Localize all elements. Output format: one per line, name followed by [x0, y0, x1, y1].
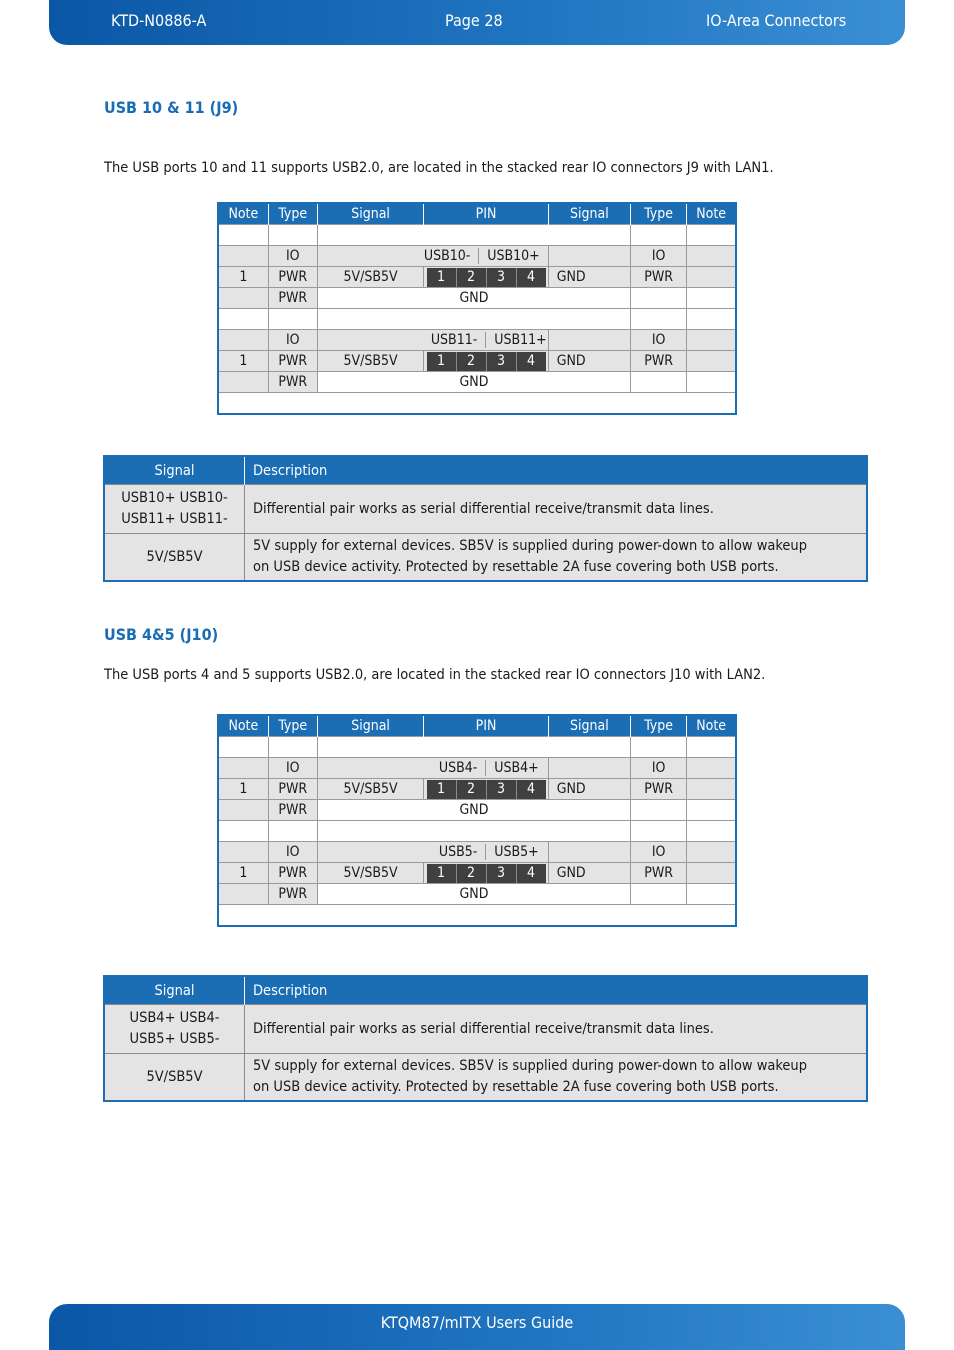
signal-cell: 5V/SB5V — [104, 534, 245, 582]
pin-1: 1 — [427, 268, 457, 287]
signal-cell: 5V/SB5V — [317, 779, 423, 800]
signal-line: USB5+ USB5- — [129, 1031, 220, 1047]
pin-numbers — [424, 351, 548, 372]
col-signal: Signal — [104, 456, 245, 485]
data-plus-signal: USB10+ — [487, 248, 540, 264]
signal-cell-right: GND — [548, 351, 630, 372]
col-signal: Signal — [104, 976, 245, 1005]
type-cell-right: IO — [631, 330, 687, 351]
data-pair-row — [218, 758, 736, 779]
signal-cell: 5V/SB5V — [317, 351, 423, 372]
col-signal-right: Signal — [548, 715, 630, 737]
description-line: on USB device activity. Protected by resettable 2A fuse covering both USB ports. — [253, 559, 779, 575]
col-signal-right: Signal — [548, 203, 630, 225]
data-plus-signal: USB5+ — [494, 844, 539, 860]
pin-3: 3 — [487, 352, 517, 371]
signal-description-table-j10 — [103, 975, 868, 1102]
type-cell: PWR — [268, 884, 317, 905]
col-type-right: Type — [631, 203, 687, 225]
power-row — [218, 267, 736, 288]
power-row — [218, 779, 736, 800]
data-pair-row — [218, 330, 736, 351]
page-number: Page 28 — [445, 11, 503, 30]
page-footer — [49, 1304, 905, 1350]
type-cell-right: PWR — [631, 351, 687, 372]
data-minus-signal: USB10- — [424, 248, 480, 264]
section-intro-usb10-11: The USB ports 10 and 11 supports USB2.0, are located in the stacked rear IO connectors J9 with LAN1. — [104, 160, 774, 176]
col-pin: PIN — [424, 203, 548, 225]
power-row — [218, 863, 736, 884]
table-row — [104, 485, 867, 534]
type-cell: PWR — [268, 267, 317, 288]
description-line: 5V supply for external devices. SB5V is supplied during power-down to allow wakeup — [253, 538, 807, 554]
table-row — [104, 1054, 867, 1102]
data-pair-row — [218, 246, 736, 267]
pin-3: 3 — [487, 864, 517, 883]
type-cell-right: IO — [631, 758, 687, 779]
type-cell: PWR — [268, 863, 317, 884]
note-cell: 1 — [218, 267, 268, 288]
pin-4: 4 — [517, 780, 546, 799]
document-id: KTD-N0886-A — [111, 11, 207, 30]
data-plus-signal: USB11+ — [494, 332, 547, 348]
footer-title: KTQM87/mITX Users Guide — [380, 1313, 574, 1332]
shield-row — [218, 372, 736, 393]
spacer-row — [218, 309, 736, 330]
pin-numbers — [424, 863, 548, 884]
shield-signal: GND — [317, 288, 630, 309]
shield-row — [218, 288, 736, 309]
note-cell: 1 — [218, 863, 268, 884]
pin-numbers — [424, 267, 548, 288]
description-cell — [245, 1054, 868, 1102]
pin-1: 1 — [427, 780, 457, 799]
pin-4: 4 — [517, 268, 546, 287]
col-description: Description — [245, 976, 868, 1005]
pin-numbers — [424, 779, 548, 800]
spacer-row — [218, 225, 736, 246]
pin-3: 3 — [487, 780, 517, 799]
pin-1: 1 — [427, 352, 457, 371]
type-cell: PWR — [268, 288, 317, 309]
signal-cell — [104, 1005, 245, 1054]
type-cell: IO — [268, 246, 317, 267]
pin-2: 2 — [457, 780, 487, 799]
pinout-header-row — [218, 203, 736, 225]
pin-2: 2 — [457, 352, 487, 371]
col-type: Type — [268, 203, 317, 225]
shield-signal: GND — [317, 800, 630, 821]
col-note-right: Note — [687, 203, 736, 225]
type-cell: IO — [268, 758, 317, 779]
signal-line: USB4+ USB4- — [129, 1010, 220, 1026]
table-row — [104, 1005, 867, 1054]
section-title: IO-Area Connectors — [706, 11, 847, 30]
col-type-right: Type — [631, 715, 687, 737]
pin-1: 1 — [427, 864, 457, 883]
page-header — [49, 0, 905, 45]
description-cell — [245, 534, 868, 582]
shield-signal: GND — [317, 884, 630, 905]
signal-cell: 5V/SB5V — [317, 863, 423, 884]
pin-2: 2 — [457, 268, 487, 287]
power-row — [218, 351, 736, 372]
col-note: Note — [218, 715, 268, 737]
signal-cell-right: GND — [548, 267, 630, 288]
signal-line: USB10+ USB10- — [121, 490, 228, 506]
pair-cell — [424, 842, 548, 863]
data-pair-row — [218, 842, 736, 863]
shield-row — [218, 884, 736, 905]
data-minus-signal: USB4- — [424, 760, 486, 776]
description-line: on USB device activity. Protected by resettable 2A fuse covering both USB ports. — [253, 1079, 779, 1095]
type-cell: IO — [268, 842, 317, 863]
pin-4: 4 — [517, 352, 546, 371]
type-cell-right: PWR — [631, 779, 687, 800]
section-heading-usb4-5: USB 4&5 (J10) — [104, 625, 219, 644]
spacer-row — [218, 821, 736, 842]
type-cell: IO — [268, 330, 317, 351]
description-line: 5V supply for external devices. SB5V is supplied during power-down to allow wakeup — [253, 1058, 807, 1074]
pair-cell — [424, 246, 548, 267]
type-cell: PWR — [268, 372, 317, 393]
type-cell: PWR — [268, 351, 317, 372]
description-cell: Differential pair works as serial differential receive/transmit data lines. — [245, 485, 868, 534]
table-row — [104, 534, 867, 582]
section-heading-usb10-11: USB 10 & 11 (J9) — [104, 98, 239, 117]
type-cell-right: PWR — [631, 267, 687, 288]
desc-header-row — [104, 456, 867, 485]
signal-cell: 5V/SB5V — [104, 1054, 245, 1102]
signal-description-table-j9 — [103, 455, 868, 582]
type-cell-right: IO — [631, 842, 687, 863]
note-cell: 1 — [218, 351, 268, 372]
type-cell: PWR — [268, 779, 317, 800]
note-cell: 1 — [218, 779, 268, 800]
spacer-row — [218, 393, 736, 415]
col-signal: Signal — [317, 203, 423, 225]
col-pin: PIN — [424, 715, 548, 737]
data-minus-signal: USB5- — [424, 844, 486, 860]
col-note: Note — [218, 203, 268, 225]
section-intro-usb4-5: The USB ports 4 and 5 supports USB2.0, are located in the stacked rear IO connectors J10 with LAN2. — [104, 667, 766, 683]
col-signal: Signal — [317, 715, 423, 737]
col-type: Type — [268, 715, 317, 737]
signal-cell: 5V/SB5V — [317, 267, 423, 288]
description-cell: Differential pair works as serial differential receive/transmit data lines. — [245, 1005, 868, 1054]
spacer-row — [218, 905, 736, 927]
col-description: Description — [245, 456, 868, 485]
pair-cell — [424, 758, 548, 779]
type-cell: PWR — [268, 800, 317, 821]
shield-row — [218, 800, 736, 821]
shield-signal: GND — [317, 372, 630, 393]
type-cell-right: IO — [631, 246, 687, 267]
col-note-right: Note — [687, 715, 736, 737]
pinout-header-row — [218, 715, 736, 737]
pin-4: 4 — [517, 864, 546, 883]
type-cell-right: PWR — [631, 863, 687, 884]
signal-cell — [104, 485, 245, 534]
pinout-table-j10 — [217, 714, 737, 927]
spacer-row — [218, 737, 736, 758]
pinout-table-j9 — [217, 202, 737, 415]
pair-cell — [424, 330, 548, 351]
pin-3: 3 — [487, 268, 517, 287]
data-plus-signal: USB4+ — [494, 760, 539, 776]
desc-header-row — [104, 976, 867, 1005]
signal-cell-right: GND — [548, 863, 630, 884]
signal-line: USB11+ USB11- — [121, 511, 228, 527]
data-minus-signal: USB11- — [424, 332, 486, 348]
signal-cell-right: GND — [548, 779, 630, 800]
pin-2: 2 — [457, 864, 487, 883]
